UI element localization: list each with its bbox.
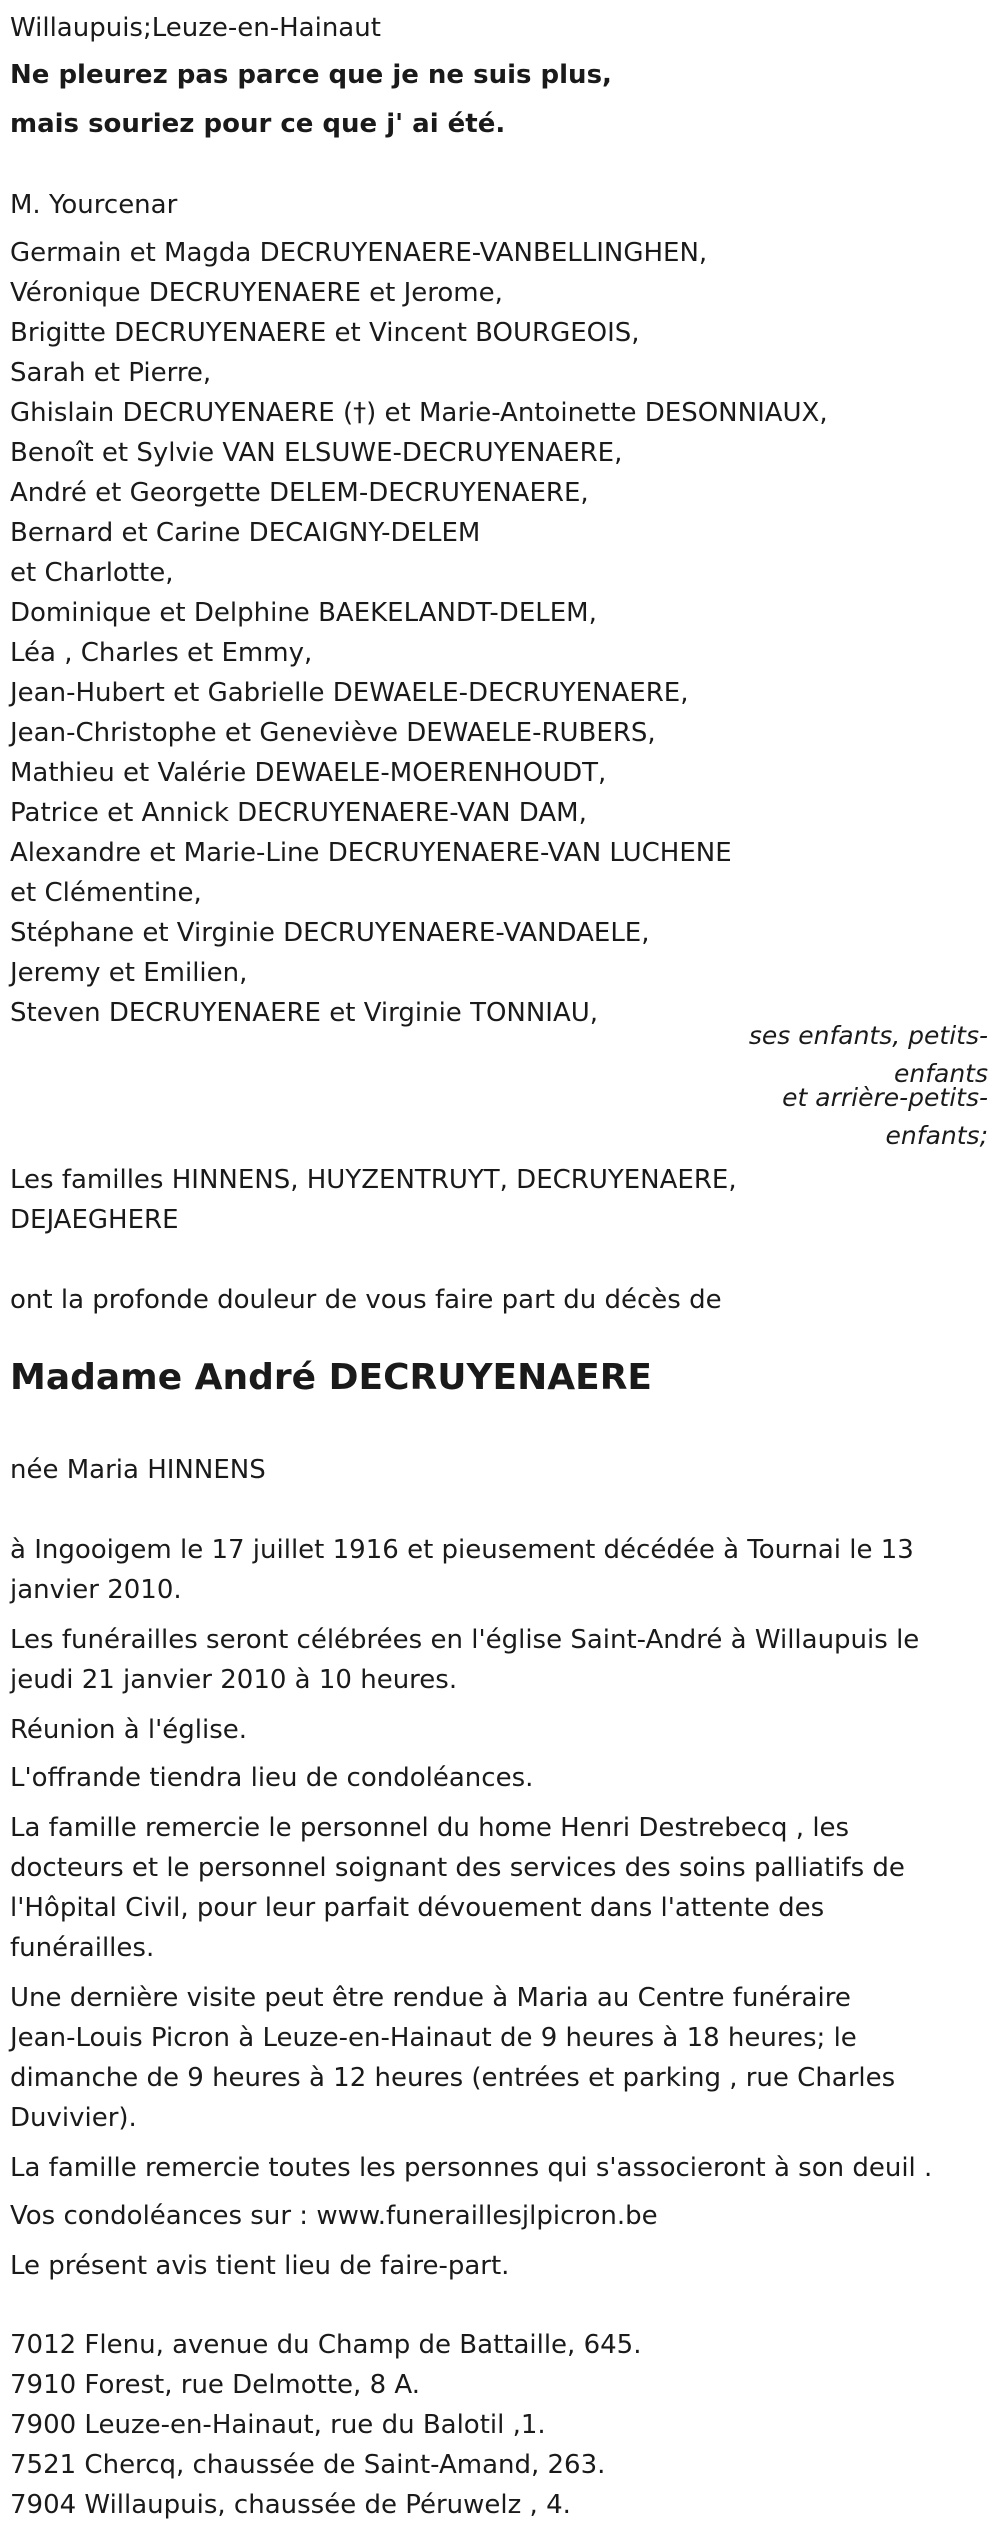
family-line: Germain et Magda DECRUYENAERE-VANBELLINGHEN, xyxy=(10,238,708,268)
families-line-2: DEJAEGHERE xyxy=(10,1205,179,1235)
location: Willaupuis;Leuze-en-Hainaut xyxy=(10,13,381,43)
relation-line: enfants; xyxy=(885,1121,988,1150)
address-line: 7904 Willaupuis, chaussée de Péruwelz , 4. xyxy=(10,2490,571,2520)
quote-author: M. Yourcenar xyxy=(10,190,178,220)
family-line: et Charlotte, xyxy=(10,558,174,588)
quote-line-1: Ne pleurez pas parce que je ne suis plus, xyxy=(10,60,612,90)
family-line: Dominique et Delphine BAEKELANDT-DELEM, xyxy=(10,598,597,628)
body-line: La famille remercie le personnel du home Henri Destrebecq , les xyxy=(10,1813,850,1843)
families-line-1: Les familles HINNENS, HUYZENTRUYT, DECRUYENAERE, xyxy=(10,1165,737,1195)
address-line: 7900 Leuze-en-Hainaut, rue du Balotil ,1. xyxy=(10,2410,546,2440)
family-line: Léa , Charles et Emmy, xyxy=(10,638,313,668)
relation-line: enfants xyxy=(893,1059,988,1088)
body-line: Les funérailles seront célébrées en l'église Saint-André à Willaupuis le xyxy=(10,1625,920,1655)
body-line: Réunion à l'église. xyxy=(10,1715,248,1745)
body-line: Le présent avis tient lieu de faire-part. xyxy=(10,2251,510,2281)
body-line: à Ingooigem le 17 juillet 1916 et pieusement décédée à Tournai le 13 xyxy=(10,1535,914,1565)
body-line: dimanche de 9 heures à 12 heures (entrées et parking , rue Charles xyxy=(10,2063,896,2093)
relation-line: ses enfants, petits- xyxy=(748,1021,988,1050)
address-line: 7521 Chercq, chaussée de Saint-Amand, 263. xyxy=(10,2450,606,2480)
family-line: Benoît et Sylvie VAN ELSUWE-DECRUYENAERE, xyxy=(10,438,623,468)
body-line: funérailles. xyxy=(10,1933,155,1963)
body-line: L'offrande tiendra lieu de condoléances. xyxy=(10,1763,534,1793)
relation-line: et arrière-petits- xyxy=(782,1083,988,1112)
family-line: Brigitte DECRUYENAERE et Vincent BOURGEOIS, xyxy=(10,318,640,348)
family-line: Jean-Christophe et Geneviève DEWAELE-RUBERS, xyxy=(10,718,656,748)
family-line: Véronique DECRUYENAERE et Jerome, xyxy=(10,278,503,308)
address-line: 7910 Forest, rue Delmotte, 8 A. xyxy=(10,2370,420,2400)
family-line: Bernard et Carine DECAIGNY-DELEM xyxy=(10,518,481,548)
family-line: Sarah et Pierre, xyxy=(10,358,212,388)
family-line: Jean-Hubert et Gabrielle DEWAELE-DECRUYENAERE, xyxy=(10,678,689,708)
body-line: docteurs et le personnel soignant des services des soins palliatifs de xyxy=(10,1853,905,1883)
family-line: Mathieu et Valérie DEWAELE-MOERENHOUDT, xyxy=(10,758,607,788)
body-line: La famille remercie toutes les personnes qui s'associeront à son deuil . xyxy=(10,2153,933,2183)
deceased-name: Madame André DECRUYENAERE xyxy=(10,1357,653,1398)
family-line: Jeremy et Emilien, xyxy=(10,958,248,988)
announcement: ont la profonde douleur de vous faire part du décès de xyxy=(10,1285,722,1315)
body-line: Duvivier). xyxy=(10,2103,137,2133)
body-line: l'Hôpital Civil, pour leur parfait dévouement dans l'attente des xyxy=(10,1893,825,1923)
family-line: Steven DECRUYENAERE et Virginie TONNIAU, xyxy=(10,998,599,1028)
address-line: 7012 Flenu, avenue du Champ de Battaille, 645. xyxy=(10,2330,642,2360)
family-line: Ghislain DECRUYENAERE (†) et Marie-Antoinette DESONNIAUX, xyxy=(10,398,828,428)
body-line: janvier 2010. xyxy=(10,1575,182,1605)
family-line: Patrice et Annick DECRUYENAERE-VAN DAM, xyxy=(10,798,587,828)
family-line: et Clémentine, xyxy=(10,878,202,908)
body-line: Jean-Louis Picron à Leuze-en-Hainaut de 9 heures à 18 heures; le xyxy=(10,2023,857,2053)
quote-line-2: mais souriez pour ce que j' ai été. xyxy=(10,109,506,139)
family-line: André et Georgette DELEM-DECRUYENAERE, xyxy=(10,478,589,508)
family-line: Alexandre et Marie-Line DECRUYENAERE-VAN LUCHENE xyxy=(10,838,732,868)
family-line: Stéphane et Virginie DECRUYENAERE-VANDAELE, xyxy=(10,918,650,948)
maiden-name: née Maria HINNENS xyxy=(10,1455,266,1485)
body-line: jeudi 21 janvier 2010 à 10 heures. xyxy=(10,1665,458,1695)
body-line: Une dernière visite peut être rendue à Maria au Centre funéraire xyxy=(10,1983,851,2013)
condolences-link-line: Vos condoléances sur : www.funeraillesjlpicron.be xyxy=(10,2201,658,2231)
